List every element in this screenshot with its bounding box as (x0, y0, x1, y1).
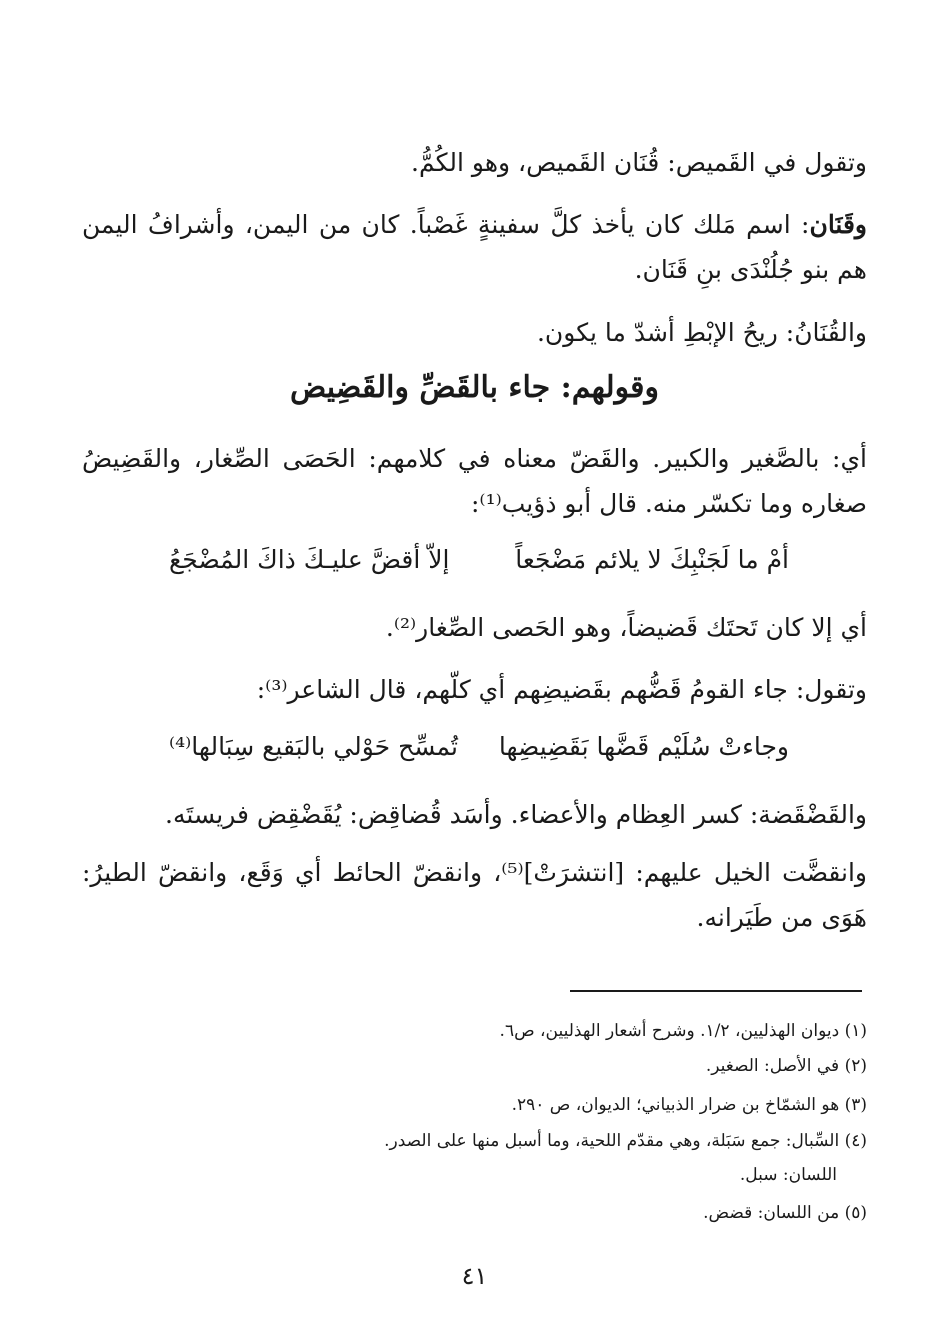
footnote-separator (570, 990, 862, 992)
verse-2-second-hemistich: تُمسِّح حَوْلي بالبَقيع سِبَالها⁽⁴⁾ (169, 732, 458, 761)
paragraph-qadd-meaning: أي: بالصَّغير والكبير. والقَضّ معناه في كلامهم: الحَصَى الصِّغار، والقَضِيضُ صغاره وما تكسّر منه. قال أبو ذؤيب⁽¹⁾: (82, 444, 867, 518)
footnote-5: (٥) من اللسان: قضض. (703, 1203, 867, 1223)
paragraph-qadqada: والقَضْقَضة: كسر العِظام والأعضاء. وأسَد قُضاقِض: يُقَضْقِض فريستَه. (165, 800, 867, 829)
paragraph-inqadda: وانقضَّت الخيل عليهم: [انتشرَتْ]⁽⁵⁾، وانقضّ الحائط أي وَقَع، وانقضّ الطيرُ: هَوَى من طَيَرانه. (82, 858, 868, 932)
footnote-4: (٤) السِّبال: جمع سَبَلة، وهي مقدّم اللحية، وما أسبل منها على الصدر. (384, 1131, 867, 1151)
entry-text: : اسم مَلك كان يأخذ كلَّ سفينةٍ غَصْباً. كان من اليمن، وأشرافُ اليمن هم بنو جُلُنْدَى بنِ قَنَان. (82, 210, 867, 284)
verse-2 (169, 732, 789, 761)
footnote-1: (١) ديوان الهذليين، ١/٢. وشرح أشعار الهذليين، ص٦. (499, 1021, 867, 1041)
footnote-2: (٢) في الأصل: الصغير. (705, 1056, 867, 1076)
paragraph-qanan (82, 202, 867, 292)
paragraph-qunan-ibt: والقُنَانُ: ريحُ الإبْطِ أشدّ ما يكون. (536, 318, 867, 347)
verse-1-first-hemistich: أمْ ما لَجَنْبِكَ لا يلائم مَضْجَعاً (515, 545, 789, 574)
section-heading: وقولهم: جاء بالقَضِّ والقَضِيض (290, 370, 659, 405)
paragraph-qaddahum: وتقول: جاء القومُ قَضُّهم بقَضيضِهم أي كلّهم، قال الشاعر⁽³⁾: (256, 675, 867, 704)
entry-headword: وقَنَان (809, 210, 867, 239)
verse-1 (169, 545, 789, 574)
paragraph-verse-explanation: أي إلا كان تَحتَك قَضيضاً، وهو الحَصى الصِّغار⁽²⁾. (385, 613, 867, 642)
verse-1-second-hemistich: إلاّ أقضَّ عليـكَ ذاكَ المُضْجَعُ (169, 545, 450, 574)
paragraph-qunan-qamis: وتقول في القَميص: قُنَان القَميص، وهو الكُمُّ. (411, 148, 867, 177)
verse-2-first-hemistich: وجاءتْ سُلَيْم قَضَّها بَقَضِيضِها (498, 732, 789, 761)
page-number: ٤١ (461, 1262, 488, 1290)
footnote-4-continued: اللسان: سبل. (739, 1165, 837, 1185)
footnote-3: (٣) هو الشمّاخ بن ضرار الذبياني؛ الديوان، ص ٢٩٠. (511, 1095, 867, 1115)
